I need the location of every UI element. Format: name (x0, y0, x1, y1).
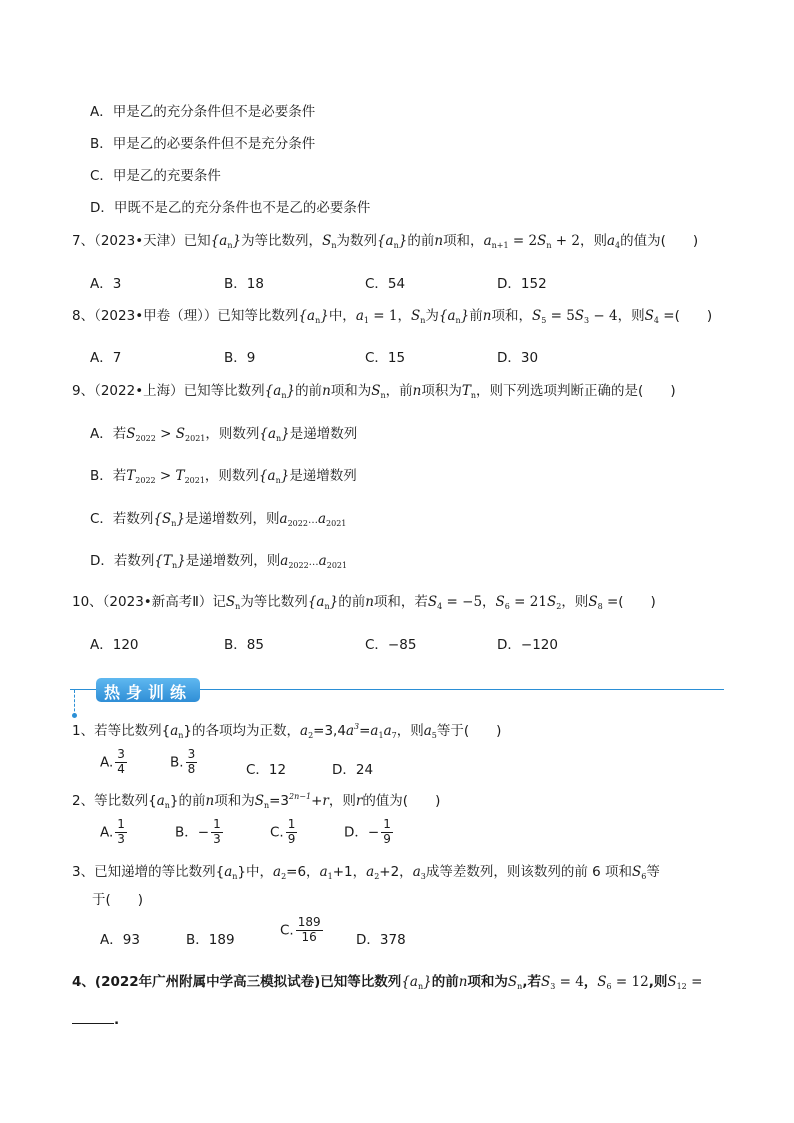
q9-option-b: B．若$T_{2022} > T_{2021}$，则数列$\{a_n\}$是递增数列 (90, 468, 357, 485)
question-8: 8、（2023•甲卷（理））已知等比数列$\{a_n\}$中，$a_1 = 1$，$S_n$为$\{a_n\}$前n项和，$S_5 = 5S_3 - 4$，则$S_4$ =( ) (72, 308, 713, 325)
q6-option-d: D．甲既不是乙的充分条件也不是乙的必要条件 (90, 200, 371, 216)
w3-option-b: B．189 (186, 932, 235, 948)
answer-blank[interactable]: . (72, 1012, 119, 1028)
q10-option-b: B．85 (224, 637, 264, 653)
question-7: 7、（2023•天津）已知$\{a_n\}$为等比数列，$S_n$为数列$\{a_n\}$的前n项和，$a_{n+1} = 2S_n + 2$，则$a_4$的值为( ) (72, 233, 699, 250)
w3-option-d: D．378 (356, 932, 406, 948)
section-title: 热身训练 (103, 683, 192, 702)
q6-option-c: C．甲是乙的充要条件 (90, 168, 221, 184)
q7-option-c: C．54 (365, 276, 406, 292)
banner-dot (72, 713, 77, 718)
q9-option-d: D．若数列$\{T_n\}$是递增数列，则$a_{2022}\dots a_{2021}$ (90, 553, 348, 570)
question-10: 10、（2023•新高考Ⅱ）记$S_n$为等比数列$\{a_n\}$的前n项和，若$S_4 = -5$，$S_6 = 21S_2$，则$S_8$ =( ) (72, 594, 656, 611)
question-9: 9、（2022•上海）已知等比数列$\{a_n\}$的前n项和为$S_n$，前n项积为$T_n$，则下列选项判断正确的是( ) (72, 383, 676, 400)
q8-option-d: D．30 (497, 350, 539, 366)
q7-option-d: D．152 (497, 276, 547, 292)
w2-option-b: B．− $\frac{1}{3}$ (175, 817, 221, 846)
warmup-question-2: 2、等比数列$\{a_n\}$的前n项和为$S_n=3^{2n-1}+r$，则r的值为( ) (72, 792, 441, 810)
w3-option-a: A．93 (100, 932, 140, 948)
q6-option-b: B．甲是乙的必要条件但不是充分条件 (90, 136, 316, 152)
q9-option-a: A．若$S_{2022} > S_{2021}$，则数列$\{a_n\}$是递增数列 (90, 426, 358, 443)
w2-option-c: C. $\frac{1}{9}$ (270, 817, 296, 846)
w2-option-d: D．− $\frac{1}{9}$ (344, 817, 391, 846)
q10-option-d: D．−120 (497, 637, 558, 653)
q8-option-a: A．7 (90, 350, 122, 366)
q10-option-c: C．−85 (365, 637, 417, 653)
q7-option-b: B．18 (224, 276, 264, 292)
w1-option-d: D．24 (332, 762, 374, 778)
section-banner (70, 676, 724, 716)
q9-option-c: C．若数列$\{S_n\}$是递增数列，则$a_{2022}\dots a_{2021}$ (90, 511, 347, 528)
warmup-question-3: 3、已知递增的等比数列$\{a_n\}$中，$a_2=6$，$a_1+1$，$a_2+2$，$a_3$成等差数列，则该数列的前 6 项和$S_6$等 (72, 864, 660, 881)
q8-option-c: C．15 (365, 350, 406, 366)
w1-option-c: C．12 (246, 762, 287, 778)
q10-option-a: A．120 (90, 637, 139, 653)
section-title-tab (96, 678, 200, 702)
w3-option-c: C. $\frac{189}{16}$ (280, 915, 321, 944)
warmup-question-3-cont: 于( ) (92, 892, 144, 908)
w1-option-a: A. $\frac{3}{4}$ (100, 747, 125, 776)
warmup-question-1: 1、若等比数列$\{a_n\}$的各项均为正数，$a_2=3,4a^3=a_1a_7$，则$a_5$等于( ) (72, 722, 502, 740)
w2-option-a: A. $\frac{1}{3}$ (100, 817, 125, 846)
q8-option-b: B．9 (224, 350, 256, 366)
warmup-question-4: 4、(2022年广州附属中学高三模拟试卷)已知等比数列$\{a_n\}$的前n项和为$S_n$,若$S_3 = 4$，$S_6 = 12$,则$S_{12}$ = (72, 974, 703, 991)
q6-option-a: A．甲是乙的充分条件但不是必要条件 (90, 104, 316, 120)
q7-option-a: A．3 (90, 276, 122, 292)
w1-option-b: B. $\frac{3}{8}$ (170, 747, 196, 776)
